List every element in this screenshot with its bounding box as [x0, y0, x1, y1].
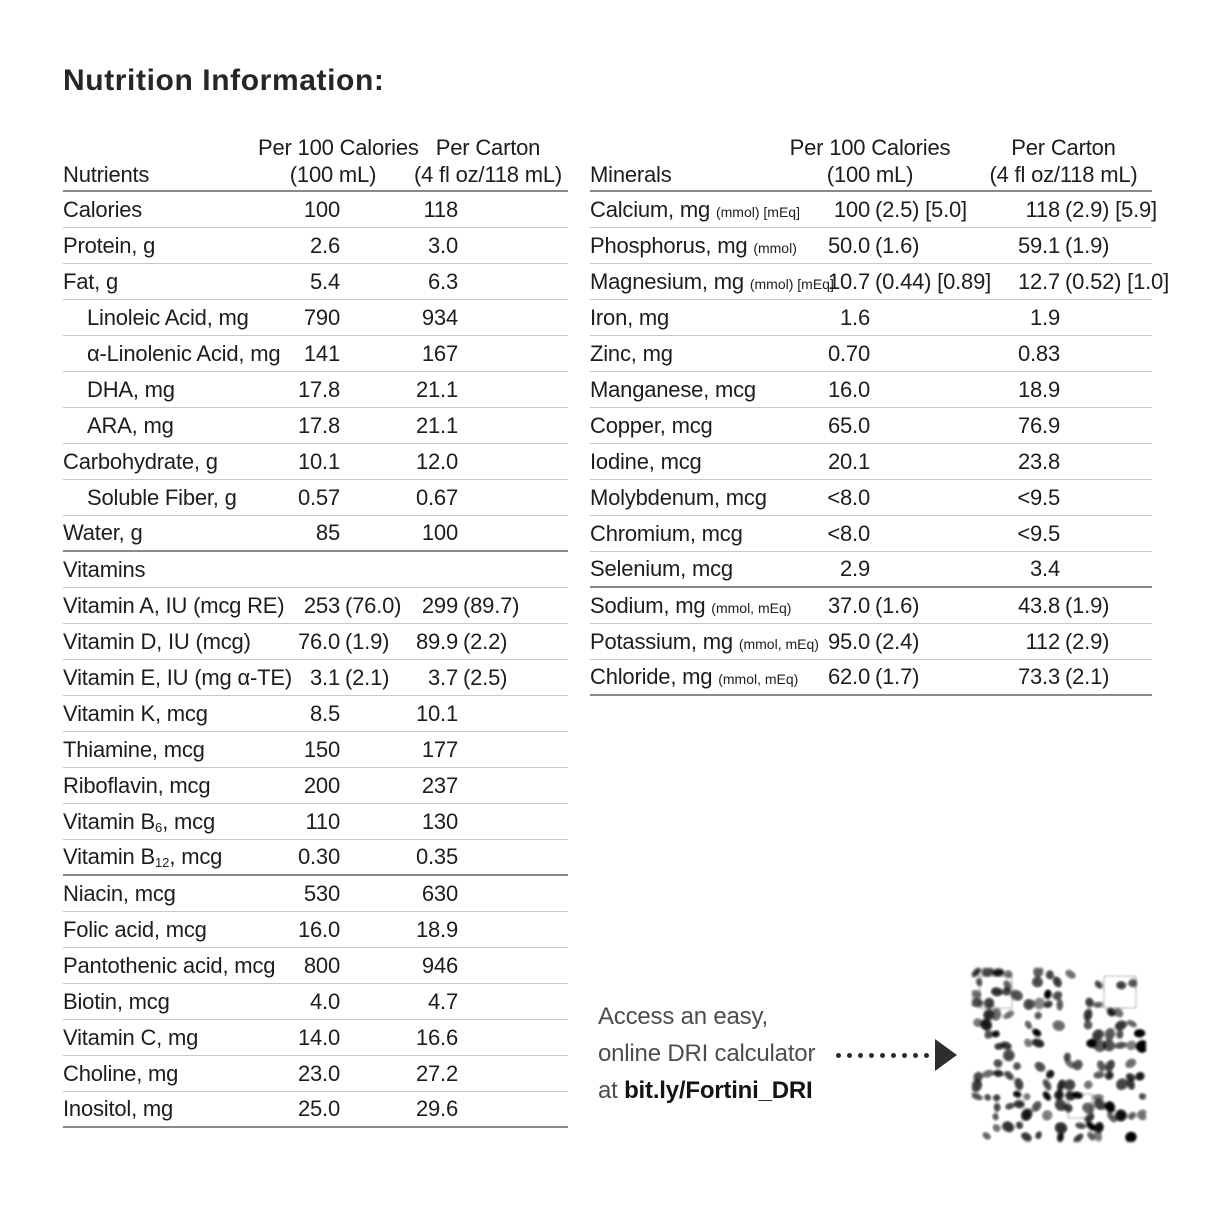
row-value: 23.0	[297, 1060, 340, 1086]
row-value: 6.3	[428, 268, 458, 294]
row-value: 10.1	[297, 448, 340, 474]
table-row	[63, 660, 568, 696]
row-value: 200	[303, 772, 340, 798]
table-row	[63, 804, 568, 840]
row-value: 1.9	[1030, 304, 1060, 330]
row-label: Pantothenic acid, mcg	[63, 952, 276, 978]
table-row	[63, 264, 568, 300]
row-label: Chromium, mcg	[590, 520, 743, 546]
row-value: 18.9	[1017, 376, 1060, 402]
table-row	[590, 552, 1152, 588]
note-line: at bit.ly/Fortini_DRI	[598, 1077, 813, 1104]
table-row	[590, 408, 1152, 444]
table-row	[590, 264, 1169, 300]
row-label: Thiamine, mcg	[63, 736, 205, 762]
nutrients-header-label: Nutrients	[63, 162, 150, 187]
table-row	[63, 300, 568, 336]
row-value: 0.67	[415, 484, 458, 510]
row-label: Zinc, mg	[590, 340, 673, 366]
row-value: 934	[421, 304, 458, 330]
table-row	[590, 192, 1157, 228]
row-value: 100	[303, 196, 340, 222]
arrow-dot	[858, 1053, 863, 1058]
row-label: Vitamin B12, mcg	[63, 844, 223, 870]
row-value: 118	[423, 196, 458, 222]
table-row	[63, 480, 568, 516]
dri-calculator-link: bit.ly/Fortini_DRI	[624, 1077, 813, 1104]
arrow-dot	[902, 1053, 907, 1058]
per-carton-header: Per Carton (4 fl oz/118 mL)	[413, 135, 562, 187]
arrow-head	[935, 1039, 957, 1071]
row-label: Sodium, mg (mmol, mEq)	[590, 592, 792, 618]
row-value: 12.7 (0.52) [1.0]	[1017, 268, 1169, 294]
nutrients-table	[63, 122, 568, 1128]
arrow-dot	[880, 1053, 885, 1058]
row-value: 23.8	[1017, 448, 1060, 474]
arrow-dot	[836, 1053, 841, 1058]
note-line: online DRI calculator	[598, 1040, 816, 1067]
table-row	[590, 336, 1152, 372]
row-value: 0.57	[297, 484, 340, 510]
row-label: Vitamin K, mcg	[63, 700, 208, 726]
row-value: 17.8	[297, 376, 340, 402]
row-label: Magnesium, mg (mmol) [mEq]	[590, 268, 834, 294]
row-value: 150	[303, 736, 340, 762]
table-row	[63, 624, 568, 660]
arrow-dot	[924, 1053, 929, 1058]
row-value: 946	[421, 952, 458, 978]
per-100-calories-header: Per 100 Calories (100 mL)	[258, 135, 419, 187]
row-label: Molybdenum, mcg	[590, 484, 767, 510]
table-row	[63, 516, 568, 552]
table-row	[63, 1020, 568, 1056]
row-label: Iodine, mcg	[590, 448, 702, 474]
table-row	[63, 1092, 568, 1128]
row-label: Vitamin E, IU (mg α-TE)	[63, 664, 292, 690]
dotted-arrow-right-icon	[836, 1038, 957, 1072]
arrow-dots	[836, 1053, 935, 1058]
row-value: 630	[421, 880, 458, 906]
row-label: Protein, g	[63, 232, 156, 258]
table-row	[63, 912, 568, 948]
row-value: 29.6	[415, 1096, 458, 1121]
row-label: Choline, mg	[63, 1060, 179, 1086]
table-row	[63, 768, 568, 804]
minerals-table-header	[590, 122, 1152, 192]
table-row	[590, 516, 1152, 552]
minerals-table-body	[590, 192, 1169, 696]
nutrients-table-body	[63, 192, 568, 1128]
table-row	[590, 228, 1152, 264]
row-label: Carbohydrate, g	[63, 448, 218, 474]
row-value: 2.6	[310, 232, 340, 258]
table-row	[63, 984, 568, 1020]
row-value: 237	[421, 772, 458, 798]
row-label: Vitamins	[63, 556, 146, 582]
row-label: Soluble Fiber, g	[87, 484, 237, 510]
row-value: 10.1	[415, 700, 458, 726]
row-value: 299 (89.7)	[421, 592, 520, 618]
row-value: 0.35	[415, 844, 458, 869]
row-value: 73.3 (2.1)	[1017, 664, 1110, 689]
row-value: 21.1	[415, 412, 458, 438]
row-label: Vitamin A, IU (mcg RE)	[63, 592, 285, 618]
row-value: 18.9	[415, 916, 458, 942]
row-value: <9.5	[1017, 484, 1060, 510]
row-value: 4.7	[428, 988, 458, 1014]
table-row	[63, 336, 568, 372]
row-label: DHA, mg	[87, 376, 175, 402]
row-label: Calories	[63, 196, 143, 222]
row-value: 100 (2.5) [5.0]	[833, 196, 967, 222]
table-row	[590, 660, 1152, 696]
row-value: 16.6	[415, 1024, 458, 1050]
row-label: Vitamin B6, mcg	[63, 808, 215, 835]
row-value: 800	[303, 952, 340, 978]
row-value: 0.30	[297, 844, 340, 869]
row-value: 10.7 (0.44) [0.89]	[827, 268, 992, 294]
row-value: 0.70	[827, 340, 870, 366]
row-value: 37.0 (1.6)	[827, 592, 920, 618]
row-value: 62.0 (1.7)	[827, 664, 920, 689]
nutrients-table-header	[63, 122, 568, 192]
arrow-dot	[913, 1053, 918, 1058]
row-label: Vitamin C, mg	[63, 1024, 199, 1050]
table-row	[63, 408, 568, 444]
row-value: 85	[315, 520, 340, 545]
row-value: 89.9 (2.2)	[415, 628, 508, 654]
row-value: 4.0	[310, 988, 340, 1014]
row-value: 21.1	[415, 376, 458, 402]
row-value: 27.2	[415, 1060, 458, 1086]
table-row	[63, 192, 568, 228]
table-row	[590, 372, 1152, 408]
row-label: Folic acid, mcg	[63, 916, 207, 942]
row-value: <9.5	[1017, 520, 1060, 546]
row-value: <8.0	[827, 484, 870, 510]
row-label: Potassium, mg (mmol, mEq)	[590, 628, 819, 654]
row-value: 25.0	[297, 1096, 340, 1121]
row-label: Inositol, mg	[63, 1096, 174, 1121]
row-value: 1.6	[840, 304, 870, 330]
table-row	[63, 948, 568, 984]
row-value: 141	[303, 340, 340, 366]
row-label: Manganese, mcg	[590, 376, 756, 402]
row-value: 2.9	[840, 556, 870, 581]
arrow-dot	[891, 1053, 896, 1058]
row-value: 50.0 (1.6)	[827, 232, 920, 258]
row-value: 95.0 (2.4)	[827, 628, 920, 654]
table-row	[63, 444, 568, 480]
arrow-dot	[869, 1053, 874, 1058]
arrow-dot	[847, 1053, 852, 1058]
note-line: Access an easy,	[598, 1003, 768, 1030]
row-value: 0.83	[1017, 340, 1060, 366]
row-label: Water, g	[63, 520, 143, 545]
row-label: Linoleic Acid, mg	[87, 304, 249, 330]
row-value: 16.0	[297, 916, 340, 942]
row-value: 167	[421, 340, 458, 366]
qr-code	[972, 968, 1146, 1142]
per-carton-header: Per Carton (4 fl oz/118 mL)	[989, 135, 1138, 187]
table-row	[63, 732, 568, 768]
row-value: 59.1 (1.9)	[1017, 232, 1110, 258]
table-row	[63, 840, 568, 876]
row-value: 43.8 (1.9)	[1017, 592, 1110, 618]
per-100-calories-header: Per 100 Calories (100 mL)	[789, 135, 951, 187]
row-value: 100	[421, 520, 458, 545]
row-value: 530	[303, 880, 340, 906]
row-value: 76.9	[1017, 412, 1060, 438]
row-label: Phosphorus, mg (mmol)	[590, 232, 797, 258]
table-row	[63, 372, 568, 408]
row-label: Calcium, mg (mmol) [mEq]	[590, 196, 800, 222]
table-row	[590, 624, 1152, 660]
row-value: 118 (2.9) [5.9]	[1025, 196, 1157, 222]
table-row	[63, 1056, 568, 1092]
row-label: Iron, mg	[590, 304, 670, 330]
row-value: 3.0	[428, 232, 458, 258]
row-value: 20.1	[827, 448, 870, 474]
page-title: Nutrition Information:	[63, 64, 385, 97]
row-value: 130	[421, 808, 458, 834]
row-value: <8.0	[827, 520, 870, 546]
table-row	[590, 300, 1152, 336]
row-value: 3.4	[1030, 556, 1060, 581]
minerals-table	[590, 122, 1169, 696]
row-value: 110	[305, 808, 340, 834]
table-row	[63, 588, 568, 624]
row-label: Riboflavin, mcg	[63, 772, 211, 798]
row-label: Vitamin D, IU (mcg)	[63, 628, 251, 654]
row-value: 177	[421, 736, 458, 762]
row-value: 17.8	[297, 412, 340, 438]
row-value: 112 (2.9)	[1025, 628, 1110, 654]
row-value: 16.0	[827, 376, 870, 402]
row-value: 253 (76.0)	[303, 592, 402, 618]
row-label: Copper, mcg	[590, 412, 713, 438]
table-row	[63, 696, 568, 732]
table-row	[590, 480, 1152, 516]
row-value: 14.0	[297, 1024, 340, 1050]
row-value: 3.1 (2.1)	[310, 664, 390, 690]
table-row	[590, 444, 1152, 480]
row-label: Biotin, mcg	[63, 988, 170, 1014]
row-label: Fat, g	[63, 268, 119, 294]
row-value: 3.7 (2.5)	[428, 664, 508, 690]
row-value: 65.0	[827, 412, 870, 438]
row-label: Niacin, mcg	[63, 880, 176, 906]
row-value: 12.0	[415, 448, 458, 474]
table-row	[63, 876, 568, 912]
row-label: α-Linolenic Acid, mg	[87, 340, 281, 366]
row-value: 8.5	[310, 700, 340, 726]
table-row	[590, 588, 1152, 624]
table-row	[63, 228, 568, 264]
section-row	[63, 552, 568, 588]
minerals-header-label: Minerals	[590, 162, 672, 187]
row-label: Selenium, mcg	[590, 556, 733, 581]
row-value: 76.0 (1.9)	[297, 628, 390, 654]
row-label: ARA, mg	[87, 412, 174, 438]
row-label: Chloride, mg (mmol, mEq)	[590, 664, 799, 689]
row-value: 5.4	[310, 268, 340, 294]
row-value: 790	[303, 304, 340, 330]
